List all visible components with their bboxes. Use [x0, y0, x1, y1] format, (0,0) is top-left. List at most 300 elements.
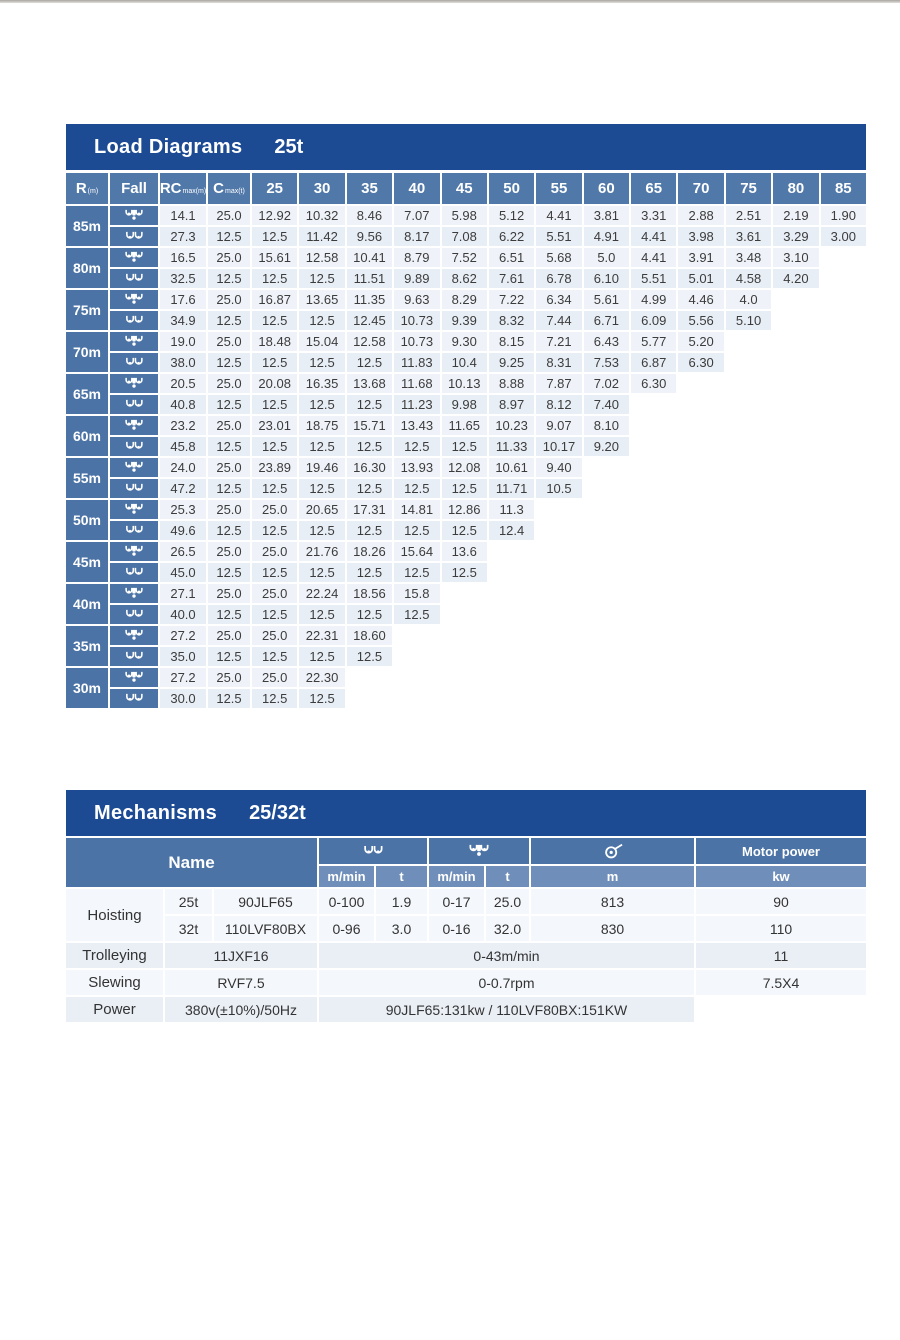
power-supply: 380v(±10%)/50Hz: [165, 997, 317, 1022]
empty-cell: [821, 269, 866, 288]
four-fall-icon: [110, 542, 158, 561]
load-value: 12.5: [347, 479, 392, 498]
load-value: 12.45: [347, 311, 392, 330]
empty-cell: [821, 479, 866, 498]
power-empty-cell: [696, 997, 866, 1022]
empty-cell: [726, 479, 771, 498]
empty-cell: [821, 311, 866, 330]
four-fall-icon: [110, 206, 158, 225]
empty-cell: [631, 437, 676, 456]
slewing-motor-power: 7.5X4: [696, 970, 866, 995]
load-value: 3.91: [678, 248, 723, 267]
empty-cell: [821, 584, 866, 603]
load-value: 9.30: [442, 332, 487, 351]
four-fall-icon: [110, 374, 158, 393]
load-value: 11.71: [489, 479, 534, 498]
empty-cell: [821, 563, 866, 582]
load-value: 3.98: [678, 227, 723, 246]
load-value: 12.58: [299, 248, 344, 267]
rc-max-value: 25.3: [160, 500, 206, 519]
load-value: 8.12: [536, 395, 581, 414]
load-value: 21.76: [299, 542, 344, 561]
empty-cell: [489, 668, 534, 687]
load-value: 4.99: [631, 290, 676, 309]
load-value: 13.65: [299, 290, 344, 309]
empty-cell: [773, 542, 818, 561]
empty-cell: [726, 605, 771, 624]
load-value: 12.5: [252, 521, 297, 540]
empty-cell: [536, 689, 581, 708]
load-value: 14.81: [394, 500, 439, 519]
empty-cell: [726, 437, 771, 456]
load-value: 25.0: [252, 500, 297, 519]
load-value: 6.78: [536, 269, 581, 288]
load-value: 11.68: [394, 374, 439, 393]
rc-max-column-header: RC max(m): [160, 173, 206, 204]
empty-cell: [584, 626, 629, 645]
two-fall-icon: [110, 647, 158, 666]
empty-cell: [489, 689, 534, 708]
empty-cell: [773, 374, 818, 393]
load-value: 18.75: [299, 416, 344, 435]
load-value: 12.5: [252, 479, 297, 498]
load-value: 12.5: [299, 647, 344, 666]
empty-cell: [726, 689, 771, 708]
radius-value-header: 85: [821, 173, 866, 204]
load-value: 4.46: [678, 290, 723, 309]
load-value: 9.25: [489, 353, 534, 372]
radius-value-header: 50: [489, 173, 534, 204]
load-value: 8.32: [489, 311, 534, 330]
c-max-value: 12.5: [208, 689, 250, 708]
load-value: 2.88: [678, 206, 723, 225]
load-value: 6.51: [489, 248, 534, 267]
load-value: 16.35: [299, 374, 344, 393]
empty-cell: [442, 584, 487, 603]
empty-cell: [584, 521, 629, 540]
load-value: 8.31: [536, 353, 581, 372]
load-value: 12.4: [489, 521, 534, 540]
load-value: 5.68: [536, 248, 581, 267]
mechanisms-table-grid: [66, 838, 866, 1022]
load-value: 3.10: [773, 248, 818, 267]
load-value: 6.30: [678, 353, 723, 372]
radius-column-header: R (m): [66, 173, 108, 204]
load-value: 13.43: [394, 416, 439, 435]
load-value: 3.29: [773, 227, 818, 246]
four-fall-icon: [110, 668, 158, 687]
rc-max-value: 34.9: [160, 311, 206, 330]
load-value: 10.61: [489, 458, 534, 477]
power-row-label: Power: [66, 997, 163, 1022]
load-value: 16.87: [252, 290, 297, 309]
rc-max-value: 26.5: [160, 542, 206, 561]
empty-cell: [394, 647, 439, 666]
load-value: 6.34: [536, 290, 581, 309]
load-value: 25.0: [252, 542, 297, 561]
mechanisms-banner: [66, 790, 866, 836]
load-value: 10.4: [442, 353, 487, 372]
load-diagrams-banner: [66, 124, 866, 170]
load-value: 15.64: [394, 542, 439, 561]
load-value: 25.0: [252, 584, 297, 603]
load-value: 12.5: [394, 521, 439, 540]
empty-cell: [442, 605, 487, 624]
empty-cell: [726, 668, 771, 687]
empty-cell: [347, 668, 392, 687]
load-value: 25.0: [252, 626, 297, 645]
load-value: 7.22: [489, 290, 534, 309]
hoisting-speed-two-fall: 0-96: [319, 916, 374, 941]
load-value: 12.5: [299, 269, 344, 288]
radius-value-header: 30: [299, 173, 344, 204]
radius-row-label: 55m: [66, 458, 108, 498]
empty-cell: [821, 374, 866, 393]
load-value: 8.79: [394, 248, 439, 267]
empty-cell: [536, 605, 581, 624]
load-value: 18.56: [347, 584, 392, 603]
load-value: 8.97: [489, 395, 534, 414]
load-value: 15.71: [347, 416, 392, 435]
hoisting-speed-four-fall: 0-17: [429, 889, 484, 914]
radius-row-label: 80m: [66, 248, 108, 288]
load-value: 12.5: [252, 269, 297, 288]
empty-cell: [773, 563, 818, 582]
unit-header: m/min: [429, 866, 484, 887]
empty-cell: [584, 542, 629, 561]
empty-cell: [773, 584, 818, 603]
trolleying-speed: 0-43m/min: [319, 943, 694, 968]
load-value: 3.48: [726, 248, 771, 267]
radius-value-header: 25: [252, 173, 297, 204]
load-value: 12.5: [252, 395, 297, 414]
empty-cell: [726, 500, 771, 519]
empty-cell: [631, 563, 676, 582]
load-value: 12.5: [252, 563, 297, 582]
rc-max-value: 16.5: [160, 248, 206, 267]
c-max-value: 12.5: [208, 521, 250, 540]
empty-cell: [773, 353, 818, 372]
empty-cell: [536, 521, 581, 540]
rc-max-value: 23.2: [160, 416, 206, 435]
c-max-value: 12.5: [208, 269, 250, 288]
radius-row-label: 60m: [66, 416, 108, 456]
load-value: 20.65: [299, 500, 344, 519]
load-value: 7.02: [584, 374, 629, 393]
mechanisms-title: Mechanisms: [94, 801, 218, 824]
empty-cell: [631, 584, 676, 603]
empty-cell: [536, 647, 581, 666]
load-value: 7.53: [584, 353, 629, 372]
load-value: 4.41: [631, 248, 676, 267]
empty-cell: [631, 416, 676, 435]
empty-cell: [678, 416, 723, 435]
trolleying-row-label: Trolleying: [66, 943, 163, 968]
c-max-column-header: C max(t): [208, 173, 250, 204]
load-value: 7.44: [536, 311, 581, 330]
load-value: 12.5: [442, 437, 487, 456]
empty-cell: [442, 668, 487, 687]
empty-cell: [773, 479, 818, 498]
empty-cell: [821, 458, 866, 477]
empty-cell: [821, 416, 866, 435]
empty-cell: [536, 668, 581, 687]
empty-cell: [631, 647, 676, 666]
hoisting-motor-power: 110: [696, 916, 866, 941]
load-value: 3.61: [726, 227, 771, 246]
c-max-value: 25.0: [208, 584, 250, 603]
rc-max-value: 49.6: [160, 521, 206, 540]
empty-cell: [726, 458, 771, 477]
empty-cell: [631, 395, 676, 414]
hoisting-size: 25t: [165, 889, 212, 914]
load-value: 17.31: [347, 500, 392, 519]
rc-max-value: 35.0: [160, 647, 206, 666]
two-fall-icon: [110, 353, 158, 372]
empty-cell: [678, 458, 723, 477]
empty-cell: [821, 500, 866, 519]
load-value: 2.19: [773, 206, 818, 225]
radius-row-label: 75m: [66, 290, 108, 330]
load-value: 1.90: [821, 206, 866, 225]
hoisting-motor-power: 90: [696, 889, 866, 914]
load-value: 20.08: [252, 374, 297, 393]
load-value: 8.46: [347, 206, 392, 225]
load-value: 12.5: [299, 479, 344, 498]
load-value: 12.5: [252, 311, 297, 330]
load-value: 5.20: [678, 332, 723, 351]
load-value: 19.46: [299, 458, 344, 477]
empty-cell: [489, 542, 534, 561]
hoisting-load-four-fall: 25.0: [486, 889, 529, 914]
load-value: 10.32: [299, 206, 344, 225]
load-value: 7.07: [394, 206, 439, 225]
load-value: 12.5: [299, 563, 344, 582]
load-value: 12.5: [299, 605, 344, 624]
load-value: 7.61: [489, 269, 534, 288]
hoisting-speed-four-fall: 0-16: [429, 916, 484, 941]
load-value: 11.65: [442, 416, 487, 435]
rc-max-value: 40.8: [160, 395, 206, 414]
empty-cell: [678, 542, 723, 561]
empty-cell: [821, 332, 866, 351]
radius-value-header: 55: [536, 173, 581, 204]
load-value: 12.5: [252, 227, 297, 246]
load-value: 11.23: [394, 395, 439, 414]
radius-value-header: 40: [394, 173, 439, 204]
load-value: 5.98: [442, 206, 487, 225]
load-value: 12.5: [299, 689, 344, 708]
load-value: 9.39: [442, 311, 487, 330]
load-value: 15.04: [299, 332, 344, 351]
load-value: 12.5: [299, 521, 344, 540]
empty-cell: [678, 395, 723, 414]
c-max-value: 12.5: [208, 395, 250, 414]
load-value: 12.5: [252, 647, 297, 666]
load-value: 4.41: [536, 206, 581, 225]
trolleying-model: 11JXF16: [165, 943, 317, 968]
mechanisms-capacity: 25/32t: [249, 801, 306, 824]
empty-cell: [821, 437, 866, 456]
load-value: 4.41: [631, 227, 676, 246]
load-value: 13.68: [347, 374, 392, 393]
load-value: 6.71: [584, 311, 629, 330]
empty-cell: [726, 332, 771, 351]
empty-cell: [678, 500, 723, 519]
load-value: 7.08: [442, 227, 487, 246]
empty-cell: [726, 521, 771, 540]
load-value: 12.5: [347, 437, 392, 456]
empty-cell: [584, 647, 629, 666]
load-value: 2.51: [726, 206, 771, 225]
load-value: 5.51: [631, 269, 676, 288]
empty-cell: [584, 479, 629, 498]
load-value: 18.48: [252, 332, 297, 351]
rope-drum-icon: [531, 838, 694, 864]
empty-cell: [489, 605, 534, 624]
two-fall-icon: [110, 269, 158, 288]
load-value: 5.10: [726, 311, 771, 330]
empty-cell: [631, 500, 676, 519]
empty-cell: [584, 500, 629, 519]
hoisting-load-two-fall: 3.0: [376, 916, 427, 941]
empty-cell: [584, 458, 629, 477]
load-value: 18.26: [347, 542, 392, 561]
load-table-grid: [66, 173, 866, 708]
load-value: 8.10: [584, 416, 629, 435]
load-value: 5.77: [631, 332, 676, 351]
load-value: 7.52: [442, 248, 487, 267]
empty-cell: [821, 290, 866, 309]
c-max-value: 12.5: [208, 353, 250, 372]
radius-row-label: 30m: [66, 668, 108, 708]
two-fall-icon: [110, 437, 158, 456]
c-max-value: 25.0: [208, 458, 250, 477]
radius-row-label: 45m: [66, 542, 108, 582]
empty-cell: [773, 332, 818, 351]
empty-cell: [678, 605, 723, 624]
load-value: 12.5: [442, 563, 487, 582]
empty-cell: [773, 437, 818, 456]
four-fall-icon: [110, 626, 158, 645]
two-fall-icon: [110, 311, 158, 330]
empty-cell: [726, 416, 771, 435]
motor-power-header: Motor power: [696, 838, 866, 864]
load-value: 12.5: [442, 521, 487, 540]
four-fall-icon: [110, 332, 158, 351]
hoisting-load-four-fall: 32.0: [486, 916, 529, 941]
load-value: 10.5: [536, 479, 581, 498]
empty-cell: [726, 542, 771, 561]
four-fall-icon: [110, 584, 158, 603]
radius-row-label: 65m: [66, 374, 108, 414]
c-max-value: 12.5: [208, 563, 250, 582]
four-fall-icon: [110, 416, 158, 435]
c-max-value: 25.0: [208, 668, 250, 687]
empty-cell: [773, 521, 818, 540]
hoisting-rope-length: 813: [531, 889, 694, 914]
empty-cell: [821, 647, 866, 666]
load-value: 12.5: [299, 311, 344, 330]
unit-header: m/min: [319, 866, 374, 887]
c-max-value: 12.5: [208, 311, 250, 330]
c-max-value: 25.0: [208, 248, 250, 267]
c-max-value: 12.5: [208, 605, 250, 624]
load-value: 11.42: [299, 227, 344, 246]
load-value: 9.89: [394, 269, 439, 288]
empty-cell: [394, 689, 439, 708]
radius-row-label: 40m: [66, 584, 108, 624]
load-value: 3.00: [821, 227, 866, 246]
load-value: 12.86: [442, 500, 487, 519]
empty-cell: [631, 479, 676, 498]
load-value: 22.31: [299, 626, 344, 645]
empty-cell: [773, 668, 818, 687]
empty-cell: [489, 563, 534, 582]
load-value: 12.5: [347, 647, 392, 666]
empty-cell: [726, 374, 771, 393]
c-max-value: 12.5: [208, 227, 250, 246]
load-value: 12.5: [252, 353, 297, 372]
load-value: 12.5: [252, 605, 297, 624]
hoisting-speed-two-fall: 0-100: [319, 889, 374, 914]
load-value: 6.10: [584, 269, 629, 288]
load-value: 12.5: [252, 689, 297, 708]
empty-cell: [678, 521, 723, 540]
load-value: 12.5: [394, 563, 439, 582]
load-value: 6.43: [584, 332, 629, 351]
load-value: 12.5: [442, 479, 487, 498]
radius-row-label: 85m: [66, 206, 108, 246]
empty-cell: [584, 584, 629, 603]
empty-cell: [773, 395, 818, 414]
load-value: 10.23: [489, 416, 534, 435]
empty-cell: [726, 647, 771, 666]
rc-max-value: 47.2: [160, 479, 206, 498]
two-fall-icon: [110, 563, 158, 582]
slewing-row-label: Slewing: [66, 970, 163, 995]
c-max-value: 25.0: [208, 542, 250, 561]
load-value: 12.5: [347, 563, 392, 582]
load-value: 12.5: [347, 395, 392, 414]
two-fall-icon: [110, 521, 158, 540]
load-value: 15.8: [394, 584, 439, 603]
empty-cell: [726, 353, 771, 372]
load-value: 7.21: [536, 332, 581, 351]
load-value: 8.29: [442, 290, 487, 309]
load-value: 23.89: [252, 458, 297, 477]
c-max-value: 25.0: [208, 332, 250, 351]
rc-max-value: 38.0: [160, 353, 206, 372]
fall-column-header: Fall: [110, 173, 158, 204]
empty-cell: [489, 647, 534, 666]
empty-cell: [631, 605, 676, 624]
hoisting-model: 110LVF80BX: [214, 916, 317, 941]
load-value: 3.81: [584, 206, 629, 225]
load-value: 11.33: [489, 437, 534, 456]
load-value: 11.51: [347, 269, 392, 288]
load-value: 12.5: [394, 479, 439, 498]
load-value: 10.13: [442, 374, 487, 393]
c-max-value: 25.0: [208, 626, 250, 645]
load-value: 5.0: [584, 248, 629, 267]
rc-max-value: 27.2: [160, 626, 206, 645]
load-value: 4.58: [726, 269, 771, 288]
load-value: 3.31: [631, 206, 676, 225]
empty-cell: [678, 647, 723, 666]
empty-cell: [536, 542, 581, 561]
empty-cell: [678, 563, 723, 582]
